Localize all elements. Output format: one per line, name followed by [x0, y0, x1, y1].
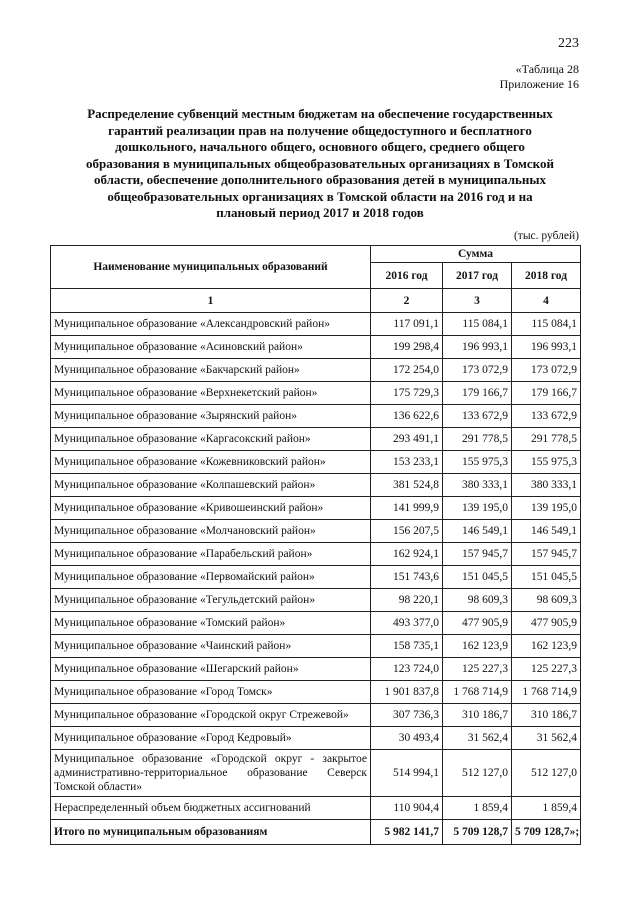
table-row — [51, 520, 581, 543]
municipality-name: Муниципальное образование «Томский район» — [51, 612, 371, 635]
value-2018: 115 084,1 — [512, 313, 581, 336]
municipality-name: Муниципальное образование «Город Томск» — [51, 681, 371, 704]
municipality-name: Муниципальное образование «Чаинский район» — [51, 635, 371, 658]
table-body — [51, 313, 581, 845]
municipality-name: Муниципальное образование «Город Кедровый» — [51, 727, 371, 750]
value-2017: 31 562,4 — [443, 727, 512, 750]
table-row — [51, 474, 581, 497]
header-sum: Сумма — [371, 246, 581, 263]
header-name: Наименование муниципальных образований — [51, 246, 371, 289]
table-row — [51, 589, 581, 612]
municipality-name: Муниципальное образование «Шегарский район» — [51, 658, 371, 681]
value-2016: 199 298,4 — [371, 336, 443, 359]
column-numbers-row — [51, 289, 581, 313]
municipality-name: Муниципальное образование «Асиновский район» — [51, 336, 371, 359]
header-year-2018: 2018 год — [512, 263, 581, 289]
header-year-2017: 2017 год — [443, 263, 512, 289]
municipality-name: Муниципальное образование «Каргасокский район» — [51, 428, 371, 451]
value-2016: 153 233,1 — [371, 451, 443, 474]
value-2016: 381 524,8 — [371, 474, 443, 497]
total-2018: 5 709 128,7»; — [512, 820, 581, 845]
value-2016: 307 736,3 — [371, 704, 443, 727]
value-2016: 110 904,4 — [371, 797, 443, 820]
table-row — [51, 566, 581, 589]
table-row — [51, 543, 581, 566]
table-row — [51, 727, 581, 750]
value-2017: 196 993,1 — [443, 336, 512, 359]
value-2017: 162 123,9 — [443, 635, 512, 658]
municipality-name: Муниципальное образование «Городской округ Стрежевой» — [51, 704, 371, 727]
table-row — [51, 336, 581, 359]
value-2018: 146 549,1 — [512, 520, 581, 543]
table-row — [51, 612, 581, 635]
value-2018: 291 778,5 — [512, 428, 581, 451]
value-2018: 1 859,4 — [512, 797, 581, 820]
value-2018: 162 123,9 — [512, 635, 581, 658]
value-2016: 156 207,5 — [371, 520, 443, 543]
table-row — [51, 382, 581, 405]
value-2017: 1 768 714,9 — [443, 681, 512, 704]
units-note: (тыс. рублей) — [513, 230, 579, 242]
municipality-name: Муниципальное образование «Молчановский район» — [51, 520, 371, 543]
header-year-2016: 2016 год — [371, 263, 443, 289]
value-2017: 133 672,9 — [443, 405, 512, 428]
value-2017: 146 549,1 — [443, 520, 512, 543]
value-2016: 158 735,1 — [371, 635, 443, 658]
column-number: 2 — [371, 289, 443, 313]
municipality-name: Нераспределенный объем бюджетных ассигнований — [51, 797, 371, 820]
value-2017: 157 945,7 — [443, 543, 512, 566]
value-2016: 123 724,0 — [371, 658, 443, 681]
value-2018: 31 562,4 — [512, 727, 581, 750]
value-2017: 115 084,1 — [443, 313, 512, 336]
value-2017: 139 195,0 — [443, 497, 512, 520]
value-2016: 493 377,0 — [371, 612, 443, 635]
appendix-caption-line: Приложение 16 — [499, 77, 579, 91]
value-2018: 196 993,1 — [512, 336, 581, 359]
value-2016: 162 924,1 — [371, 543, 443, 566]
table-row — [51, 681, 581, 704]
municipality-name: Муниципальное образование «Бакчарский район» — [51, 359, 371, 382]
value-2018: 155 975,3 — [512, 451, 581, 474]
value-2016: 151 743,6 — [371, 566, 443, 589]
value-2018: 139 195,0 — [512, 497, 581, 520]
table-row — [51, 405, 581, 428]
value-2016: 175 729,3 — [371, 382, 443, 405]
table-row — [51, 658, 581, 681]
value-2018: 477 905,9 — [512, 612, 581, 635]
table-row — [51, 313, 581, 336]
table-row — [51, 497, 581, 520]
value-2016: 293 491,1 — [371, 428, 443, 451]
appendix-caption — [500, 62, 579, 92]
table-row — [51, 359, 581, 382]
document-title: Распределение субвенций местным бюджетам на обеспечение государственных гарантий реализации прав на получение общедоступного и бесплатного дошкольного, начального общего, основного общего, среднего общего образования в муниципальных общеобразовательных организациях в Томской области, обеспечение дополнительного образования детей в муниципальных общеобразовательных организациях в Томской области на 2016 год и на плановый период 2017 и 2018 годов — [86, 106, 554, 220]
value-2016: 172 254,0 — [371, 359, 443, 382]
value-2018: 310 186,7 — [512, 704, 581, 727]
table-row — [51, 635, 581, 658]
table-row — [51, 797, 581, 820]
value-2018: 1 768 714,9 — [512, 681, 581, 704]
table-caption: «Таблица 28 — [515, 62, 579, 76]
total-2017: 5 709 128,7 — [443, 820, 512, 845]
value-2017: 1 859,4 — [443, 797, 512, 820]
value-2017: 512 127,0 — [443, 750, 512, 797]
value-2018: 173 072,9 — [512, 359, 581, 382]
table-row — [51, 704, 581, 727]
subvention-table — [50, 245, 581, 845]
header-row — [51, 246, 581, 263]
value-2018: 179 166,7 — [512, 382, 581, 405]
column-number: 1 — [51, 289, 371, 313]
value-2016: 136 622,6 — [371, 405, 443, 428]
value-2016: 514 994,1 — [371, 750, 443, 797]
column-number: 4 — [512, 289, 581, 313]
municipality-name: Муниципальное образование «Александровский район» — [51, 313, 371, 336]
value-2017: 310 186,7 — [443, 704, 512, 727]
value-2017: 380 333,1 — [443, 474, 512, 497]
value-2018: 157 945,7 — [512, 543, 581, 566]
municipality-name: Муниципальное образование «Первомайский район» — [51, 566, 371, 589]
column-number: 3 — [443, 289, 512, 313]
municipality-name: Муниципальное образование «Колпашевский район» — [51, 474, 371, 497]
value-2017: 125 227,3 — [443, 658, 512, 681]
value-2018: 98 609,3 — [512, 589, 581, 612]
municipality-name: Муниципальное образование «Верхнекетский район» — [51, 382, 371, 405]
municipality-name: Муниципальное образование «Кривошеинский район» — [51, 497, 371, 520]
municipality-name: Муниципальное образование «Зырянский район» — [51, 405, 371, 428]
value-2016: 1 901 837,8 — [371, 681, 443, 704]
value-2018: 125 227,3 — [512, 658, 581, 681]
municipality-name: Муниципальное образование «Кожевниковский район» — [51, 451, 371, 474]
value-2017: 155 975,3 — [443, 451, 512, 474]
value-2017: 173 072,9 — [443, 359, 512, 382]
table-row — [51, 451, 581, 474]
value-2017: 477 905,9 — [443, 612, 512, 635]
value-2018: 151 045,5 — [512, 566, 581, 589]
value-2017: 291 778,5 — [443, 428, 512, 451]
value-2016: 98 220,1 — [371, 589, 443, 612]
value-2017: 179 166,7 — [443, 382, 512, 405]
value-2018: 133 672,9 — [512, 405, 581, 428]
total-2016: 5 982 141,7 — [371, 820, 443, 845]
municipality-name: Муниципальное образование «Тегульдетский район» — [51, 589, 371, 612]
value-2018: 512 127,0 — [512, 750, 581, 797]
municipality-name: Муниципальное образование «Городской округ - закрытое административно-территориальное образование Северск Томской области» — [51, 750, 371, 797]
total-label: Итого по муниципальным образованиям — [51, 820, 371, 845]
page-number: 223 — [558, 36, 579, 51]
value-2016: 117 091,1 — [371, 313, 443, 336]
value-2017: 98 609,3 — [443, 589, 512, 612]
total-row — [51, 820, 581, 845]
value-2016: 141 999,9 — [371, 497, 443, 520]
value-2016: 30 493,4 — [371, 727, 443, 750]
municipality-name: Муниципальное образование «Парабельский район» — [51, 543, 371, 566]
table-row — [51, 750, 581, 797]
value-2018: 380 333,1 — [512, 474, 581, 497]
value-2017: 151 045,5 — [443, 566, 512, 589]
table-row — [51, 428, 581, 451]
